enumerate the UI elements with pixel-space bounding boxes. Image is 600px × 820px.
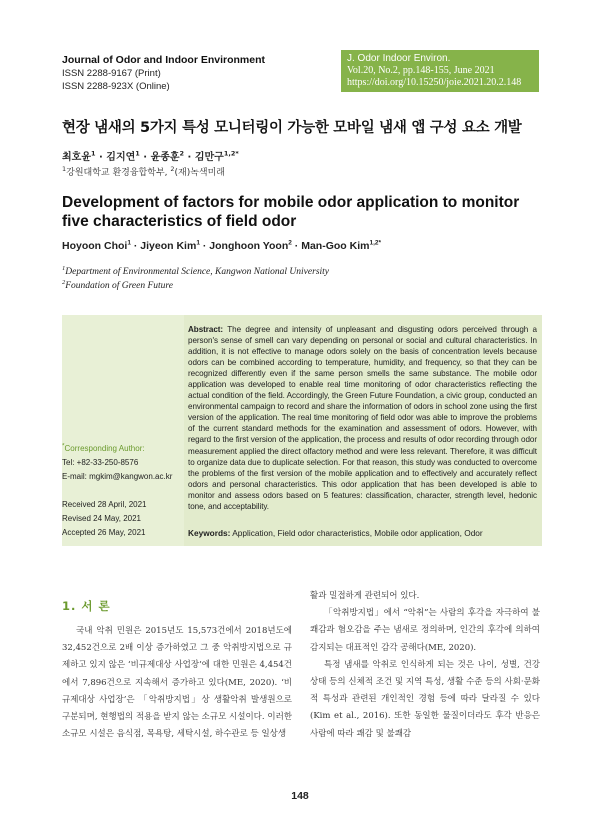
corr-email[interactable]: E-mail: mgkim@kangwon.ac.kr [62, 472, 173, 481]
affil-text: (재)녹색미래 [174, 168, 225, 178]
author-name: 김지연 [106, 152, 136, 163]
date-received: Received 28 April, 2021 [62, 500, 147, 509]
author-sep: · [199, 240, 210, 252]
affil-sup: 2 [62, 278, 66, 286]
author-sep: · [139, 152, 151, 163]
paragraph: 특정 냄새를 악취로 인식하게 되는 것은 나이, 성별, 건강 상태 등의 신체적 조건 및 지역 특성, 생활 수준 등의 사회·문화적 특성과 관련된 개인적인 경험 등에 따라 달라질 수 있다(Kim et al., 2016). 또한 동일한 물질이더라도 후각 반응은 사람에 따라 쾌감 및 불쾌감 [310, 659, 540, 739]
keywords-label: Keywords: [188, 528, 231, 538]
author-name: Man-Goo Kim [301, 240, 370, 252]
author-name: 윤종훈 [150, 152, 180, 163]
author-sup: 1 [135, 149, 140, 158]
author-sup: 1,2* [369, 239, 382, 247]
author-sup: 2 [288, 239, 292, 247]
author-sup: 1 [196, 239, 200, 247]
doi-link[interactable]: https://doi.org/10.15250/joie.2021.20.2.148 [347, 77, 522, 88]
journal-name: Journal of Odor and Indoor Environment [62, 54, 266, 66]
abstract-body: The degree and intensity of unpleasant and disgusting odors perceived through a person's sense of smell can vary depending on personal or social and cultural characteristics. In addition, it is not effective to manage odors solely on the basis of concentration levels because odors can be combined according to temperature, humidity, and frequency, so that they can be recognized differently even if the same person smells the same substance. The mobile odor application was developed to enable real time monitoring of odor characteristics reflecting the actual condition of the field. Accordingly, the Green Future Foundation, a civic group, conducted an environmental campaign to record and share the information of odors in school zone using the first version of the application. The real time monitoring of field odor was able to improve the problems of the current standard methods for the examination and assessment of odors. However, with regard to the first version of the application, the process and results of odor recording through odor measurement applied the direct olfactory method and were less relevant. Therefore, it was difficult to organize data due to duplicate selection. For that reason, this study was conducted to overcome the problems of the first version of the mobile application and to effectively and accurately reflect odors and personal characteristics. This odor application that has been developed is able to monitor and assess odors based on 5 features: classification, character, strength level, hedonic tone, and acceptability. [188, 325, 537, 511]
corr-tel: Tel: +82-33-250-8576 [62, 458, 139, 467]
page-number: 148 [291, 790, 309, 802]
citation-box [341, 50, 539, 92]
abstract-section [62, 315, 542, 546]
title-english: Development of factors for mobile odor application to monitor five characteristics of field odor [62, 194, 520, 230]
section-title: 1. 서 론 [62, 599, 111, 613]
author-name: Hoyoon Choi [62, 240, 128, 252]
title-korean: 현장 냄새의 5가지 특성 모니터링이 가능한 모바일 냄새 앱 구성 요소 개발 [62, 120, 522, 136]
author-name: Jiyeon Kim [140, 240, 197, 252]
affil-sup: 1 [62, 165, 67, 173]
author-name: Jonghoon Yoon [209, 240, 289, 252]
author-sep: · [130, 240, 141, 252]
author-sep: · [291, 240, 302, 252]
paragraph: 국내 악취 민원은 2015년도 15,573건에서 2018년도에 32,452건으로 2배 이상 증가하였고 그 중 악취방지법으로 규제하고 있지 않은 ‘비규제대상 사업장’에 대한 민원은 4,454건에서 7,896건으로 지속해서 증가하고 있다(ME, 2020). ‘비규제대상 사업장’은 「악취방지법」상 생활악취 발생원으로 구분되며, 현행법의 적용을 받지 않는 소규모 시설이다. 이러한 소규모 시설은 음식점, 목욕탕, 세탁시설, 하수관로 등 일상생 [62, 626, 292, 740]
affil-sup: 2 [170, 165, 175, 173]
journal-abbr: J. Odor Indoor Environ. [347, 53, 451, 64]
affiliation-1 [62, 265, 329, 279]
article-info-panel [62, 315, 184, 546]
author-sep: · [184, 152, 195, 163]
author-sup: 2 [179, 149, 185, 158]
author-sup: 1 [127, 239, 131, 247]
author-name: 최호윤 [62, 152, 91, 163]
abstract-text [188, 324, 537, 512]
author-sup: 1,2* [223, 149, 239, 158]
date-revised: Revised 24 May, 2021 [62, 514, 142, 523]
affil-sup: 1 [62, 264, 66, 272]
corr-label: Corresponding Author: [64, 444, 145, 453]
keywords [188, 528, 538, 538]
author-name: 김만구 [194, 152, 224, 163]
affiliation-2 [62, 279, 329, 293]
issn-print: ISSN 2288-9167 (Print) [62, 68, 161, 79]
corresponding-author [62, 443, 182, 454]
affil-text: Foundation of Green Future [65, 281, 173, 291]
body-column-right [310, 588, 540, 743]
affiliations-english [62, 265, 329, 293]
issn-online: ISSN 2288-923X (Online) [62, 81, 170, 92]
abstract-label: Abstract: [188, 325, 224, 334]
authors-english [62, 240, 381, 252]
authors-korean [62, 148, 239, 163]
keywords-body: Application, Field odor characteristics, Mobile odor application, Odor [230, 528, 483, 538]
abstract-panel [184, 315, 542, 546]
affil-text: Department of Environmental Science, Kangwon National University [65, 267, 330, 277]
paragraph: 「악취방지법」에서 “악취”는 사람의 후각을 자극하여 불쾌감과 혐오감을 주는 냄새로 정의하며, 인간의 후각에 의하여 감지되는 대표적인 감각 공해다(ME, 2020). [310, 608, 540, 653]
volume-info: Vol.20, No.2, pp.148-155, June 2021 [347, 65, 495, 76]
paragraph: 활과 밀접하게 관련되어 있다. [310, 591, 420, 601]
body-column-left [62, 623, 292, 743]
author-sep: · [95, 152, 107, 163]
author-sup: 1 [90, 149, 96, 158]
affiliations-korean [62, 165, 225, 178]
affil-text: 강원대학교 환경융합학부, [66, 168, 171, 178]
date-accepted: Accepted 26 May, 2021 [62, 528, 146, 537]
journal-info [62, 54, 332, 93]
corr-sup: * [62, 442, 65, 450]
